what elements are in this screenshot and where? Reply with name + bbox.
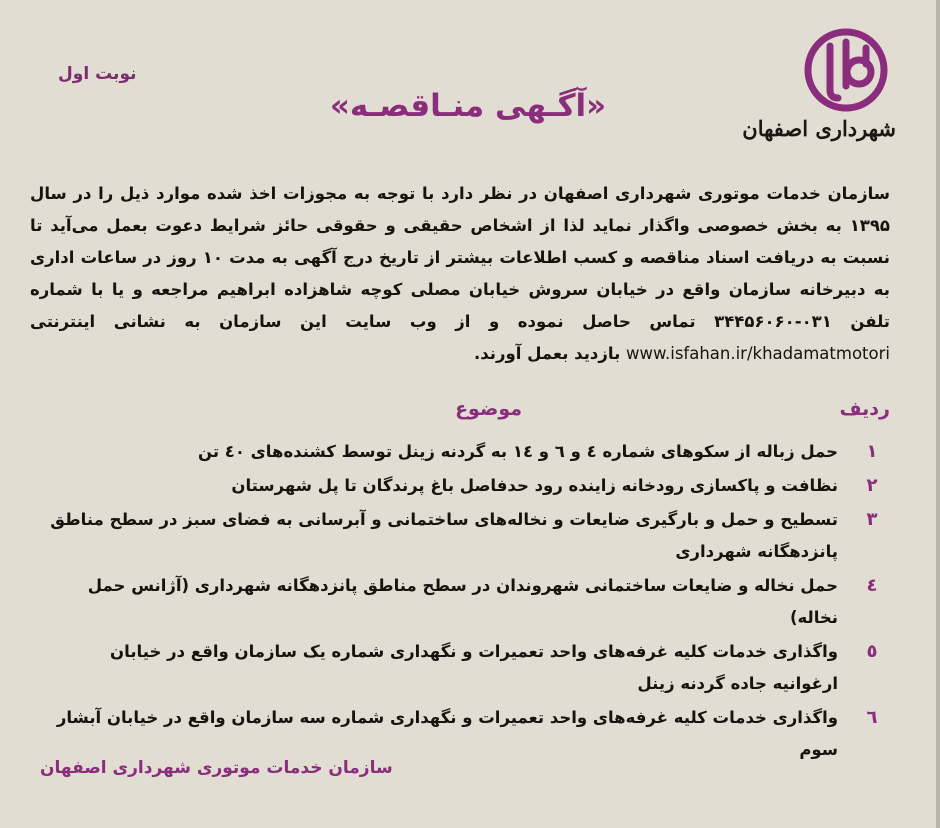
turn-label: نوبت اول xyxy=(58,64,137,84)
list-item xyxy=(40,570,890,634)
item-text: حمل زباله از سکوهای شماره ٤ و ٦ و ١٤ به گردنه زینل توسط کشنده‌های ٤٠ تن xyxy=(197,442,838,461)
item-number: ۱ xyxy=(866,441,878,462)
item-number: ٤ xyxy=(866,575,878,596)
items-header xyxy=(30,398,890,428)
list-item xyxy=(40,702,890,766)
column-subject: موضوع xyxy=(455,398,522,420)
item-number: ٥ xyxy=(866,641,878,662)
list-item xyxy=(40,504,890,568)
logo-caption: شهرداری اصفهان xyxy=(742,116,896,141)
notice-body xyxy=(30,178,890,370)
notice-body-end: بازدید بعمل آورند. xyxy=(473,344,621,363)
list-item xyxy=(40,470,890,502)
list-item xyxy=(40,636,890,700)
tender-items-list xyxy=(40,436,890,768)
list-item xyxy=(40,436,890,468)
item-number: ۳ xyxy=(866,509,878,530)
item-number: ٦ xyxy=(866,707,878,728)
page-title: «آگـهی منـاقصـه» xyxy=(329,88,607,124)
item-text: واگذاری خدمات کلیه غرفه‌های واحد تعمیرات و نگهداری شماره یک سازمان واقع در خیابان ارغوانیه جاده گردنه زینل xyxy=(110,642,838,693)
item-text: تسطیح و حمل و بارگیری ضایعات و نخاله‌های ساختمانی و آبرسانی به فضای سبز در سطح مناطق پانزدهگانه شهرداری xyxy=(50,510,838,561)
item-text: نظافت و پاکسازی رودخانه زاینده رود حدفاصل باغ پرندگان تا پل شهرستان xyxy=(231,476,838,495)
item-text: واگذاری خدمات کلیه غرفه‌های واحد تعمیرات و نگهداری شماره سه سازمان واقع در خیابان آبشار سوم xyxy=(56,708,838,759)
item-text: حمل نخاله و ضایعات ساختمانی شهروندان در سطح مناطق پانزدهگانه شهرداری (آژانس حمل نخاله) xyxy=(87,576,838,627)
municipality-logo xyxy=(742,28,896,141)
notice-body-main: سازمان خدمات موتوری شهرداری اصفهان در نظر دارد با توجه به مجوزات اخذ شده موارد ذیل را در سال ۱۳۹۵ به بخش خصوصی واگذار نماید لذا از اشخاص حقیقی و حقوقی حائز شرایط دعوت بعمل می‌آید تا نسبت به دریافت اسناد مناقصه و کسب اطلاعات بیشتر از تاریخ درج آگهی به مدت ۱۰ روز در ساعات اداری به دبیرخانه سازمان واقع در خیابان سروش خیابان مصلی کوچه شاهزاده ابراهیم مراجعه و یا با شماره تلفن ۰۳۱-۳۴۴۵۶۰۶۰ تماس حاصل نموده و از وب سایت این سازمان به نشانی اینترنتی xyxy=(30,184,891,331)
column-radif: ردیف xyxy=(839,398,890,420)
footer-organization: سازمان خدمات موتوری شهرداری اصفهان xyxy=(40,758,393,778)
website-link[interactable]: www.isfahan.ir/khadamatmotori xyxy=(626,344,890,363)
item-number: ۲ xyxy=(866,475,878,496)
